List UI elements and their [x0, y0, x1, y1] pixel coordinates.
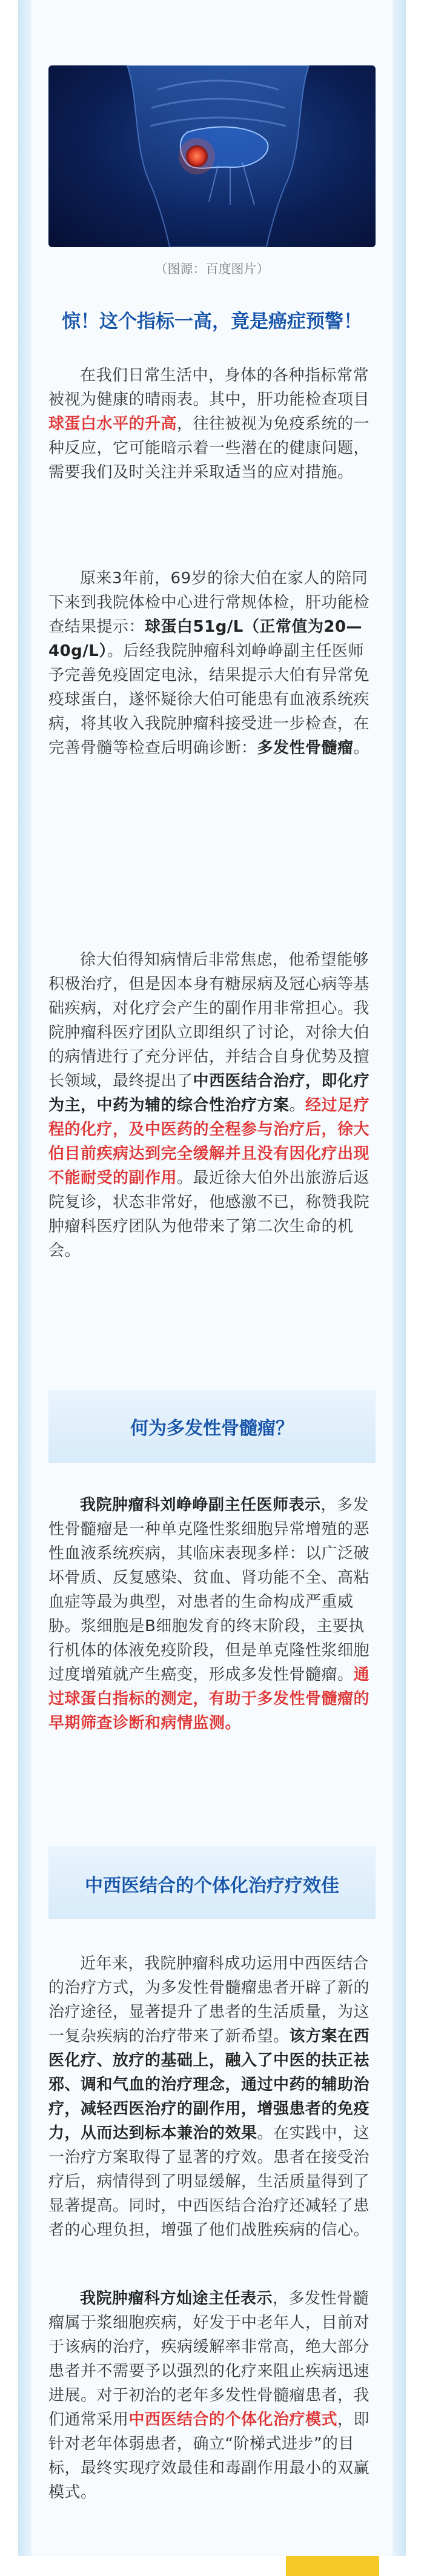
screening-highlight: 通过球蛋白指标的测定，有助于多发性骨髓瘤的早期筛查诊断和病情监测。 [48, 1666, 370, 1732]
image-caption: （图源：百度图片） [154, 262, 270, 276]
liver-image-icon [48, 65, 376, 247]
section-2-paragraph-1: 近年来，我院肿瘤科成功运用中西医结合的治疗方式，为多发性骨髓瘤患者开辟了新的治疗途径，显著提升了患者的生活质量，为这一复杂疾病的治疗带来了新希望。该方案在西医化疗、放疗的基础上，融入了中医的扶正祛邪、调和气血的治疗理念，通过中药的辅助治疗，减轻西医治疗的副作用，增强患者的免疫力，从而达到标本兼治的效果。在实践中，这一治疗方案取得了显著的疗效。患者在接受治疗后，病情得到了明显缓解，生活质量得到了显著提高。同时，中西医结合治疗还减轻了患者的心理负担，增强了他们战胜疾病的信心。 [48, 1955, 370, 2239]
intro-paragraph-1: 在我们日常生活中，身体的各种指标常常被视为健康的晴雨表。其中，肝功能检查项目球蛋白水平的升高，往往被视为免疫系统的一种反应，它可能暗示着一些潜在的健康问题，需要我们及时关注并采取适当的应对措施。 [48, 366, 370, 482]
section-1-paragraph: 我院肿瘤科刘峥峥副主任医师表示，多发性骨髓瘤是一种单克隆性浆细胞异常增殖的恶性血液系统疾病，其临床表现多样：以广泛破坏骨质、反复感染、贫血、肾功能不全、高粘血症等最为典型，对患者的生命构成严重威胁。浆细胞是B细胞发育的终末阶段，主要执行机体的体液免疫阶段，但是单克隆性浆细胞过度增殖就产生癌变，形成多发性骨髓瘤。通过球蛋白指标的测定，有助于多发性骨髓瘤的早期筛查诊断和病情监测。 [48, 1496, 370, 1732]
diagnosis: 多发性骨髓瘤 [257, 739, 354, 757]
headline: 惊！这个指标一高，竟是癌症预警！ [62, 311, 362, 333]
treatment-result: 经过足疗程的化疗，及中医药的全程参与治疗后，徐大伯目前疾病达到完全缓解并且没有因化疗出现不能耐受的副作用 [48, 1096, 370, 1187]
liver-illustration [48, 65, 376, 247]
section-2-title: 中西医结合的个体化治疗疗效佳 [85, 1875, 339, 1896]
globulin-value: 球蛋白51g/L（正常值为20—40g/L） [48, 618, 363, 660]
intro-paragraph-2: 原来3年前，69岁的徐大伯在家人的陪同下来到我院体检中心进行常规体检，肝功能检查结果提示：球蛋白51g/L（正常值为20—40g/L）。后经我院肿瘤科刘峥峥副主任医师予完善免疫固定电泳，结果提示大伯有异常免疫球蛋白，遂怀疑徐大伯可能患有血液系统疾病，将其收入我院肿瘤科接受进一步检查，在完善骨髓等检查后明确诊断：多发性骨髓瘤。 [48, 569, 370, 757]
section-2-paragraph-2: 我院肿瘤科方灿途主任表示，多发性骨髓瘤属于浆细胞疾病，好发于中老年人，目前对于该病的治疗，疾病缓解率非常高，绝大部分患者并不需要予以强烈的化疗来阻止疾病迅速进展。对于初治的老年多发性骨髓瘤患者，我们通常采用中西医结合的个体化治疗模式，即针对老年体弱患者，确立“阶梯式进步”的目标，最终实现疗效最佳和毒副作用最小的双赢模式。 [48, 2290, 370, 2502]
highlight-globulin: 球蛋白水平的升高 [48, 415, 177, 433]
section-1-title: 何为多发性骨髓瘤？ [130, 1418, 294, 1439]
article-body [31, 0, 393, 2556]
individualized-model: 中西医结合的个体化治疗模式 [128, 2411, 338, 2429]
yellow-accent-tab [286, 2556, 379, 2576]
doctor-statement-1: 我院肿瘤科刘峥峥副主任医师表示 [80, 1496, 321, 1514]
treatment-plan: 中西医结合治疗，即化疗为主，中药为辅的综合性治疗方案 [48, 1072, 370, 1114]
doctor-statement-2: 我院肿瘤科方灿途主任表示 [80, 2290, 273, 2308]
combined-therapy: 该方案在西医化疗、放疗的基础上，融入了中医的扶正祛邪、调和气血的治疗理念，通过中药的辅助治疗，减轻西医治疗的副作用，增强患者的免疫力，从而达到标本兼治的效果 [48, 2027, 370, 2142]
intro-paragraph-3: 徐大伯得知病情后非常焦虑，他希望能够积极治疗，但是因本身有糖尿病及冠心病等基础疾病，对化疗会产生的副作用非常担心。我院肿瘤科医疗团队立即组织了讨论，对徐大伯的病情进行了充分评估，并结合自身优势及擅长领域，最终提出了中西医结合治疗，即化疗为主，中药为辅的综合性治疗方案。经过足疗程的化疗，及中医药的全程参与治疗后，徐大伯目前疾病达到完全缓解并且没有因化疗出现不能耐受的副作用。最近徐大伯外出旅游后返院复诊，状态非常好，他感激不已，称赞我院肿瘤科医疗团队为他带来了第二次生命的机会。 [48, 951, 370, 1260]
